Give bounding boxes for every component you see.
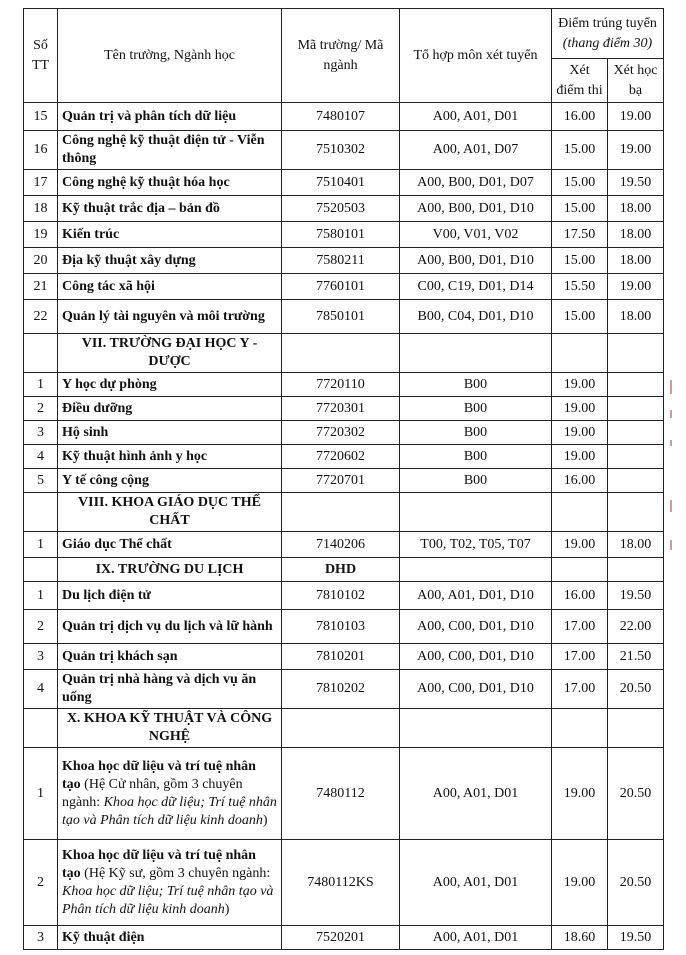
row-code: 7810201 — [282, 644, 400, 670]
row-name: Quản trị nhà hàng và dịch vụ ăn uống — [58, 670, 282, 709]
row-stt: 1 — [24, 373, 58, 397]
row-stt: 3 — [24, 644, 58, 670]
section-row — [24, 334, 664, 373]
row-transcript-score — [608, 421, 664, 445]
row-combo: A00, C00, D01, D10 — [400, 670, 552, 709]
table-row — [24, 248, 664, 274]
table-row — [24, 582, 664, 610]
row-exam-score: 17.50 — [552, 222, 608, 248]
row-combo: B00 — [400, 421, 552, 445]
row-code: 7580211 — [282, 248, 400, 274]
row-exam-score: 15.00 — [552, 300, 608, 334]
section-code — [282, 334, 400, 373]
section-combo — [400, 334, 552, 373]
table-row — [24, 532, 664, 558]
row-combo: A00, B00, D01, D10 — [400, 248, 552, 274]
row-combo: A00, C00, D01, D10 — [400, 644, 552, 670]
row-exam-score: 15.00 — [552, 248, 608, 274]
row-transcript-score: 19.00 — [608, 274, 664, 300]
row-stt: 2 — [24, 610, 58, 644]
row-combo: C00, C19, D01, D14 — [400, 274, 552, 300]
section-transcript — [608, 558, 664, 582]
row-exam-score: 19.00 — [552, 421, 608, 445]
row-transcript-score: 20.50 — [608, 840, 664, 926]
row-name — [58, 840, 282, 926]
row-transcript-score: 19.00 — [608, 131, 664, 170]
table-row — [24, 397, 664, 421]
row-code: 7850101 — [282, 300, 400, 334]
table-row — [24, 196, 664, 222]
row-name: Du lịch điện tử — [58, 582, 282, 610]
row-stt: 15 — [24, 103, 58, 131]
table-row — [24, 469, 664, 493]
row-transcript-score: 21.50 — [608, 644, 664, 670]
row-name: Công tác xã hội — [58, 274, 282, 300]
row-transcript-score: 19.50 — [608, 926, 664, 950]
table-row — [24, 926, 664, 950]
section-row — [24, 558, 664, 582]
row-name-detail-a: (Hệ Kỹ sư, gồm 3 chuyên ngành: — [80, 865, 271, 881]
row-name: Hộ sinh — [58, 421, 282, 445]
table-row — [24, 840, 664, 926]
table-row — [24, 610, 664, 644]
section-combo — [400, 709, 552, 748]
row-combo: A00, C00, D01, D10 — [400, 610, 552, 644]
row-code: 7510302 — [282, 131, 400, 170]
row-transcript-score: 18.00 — [608, 300, 664, 334]
table-row — [24, 421, 664, 445]
table-row — [24, 670, 664, 709]
row-stt: 3 — [24, 926, 58, 950]
section-title: X. KHOA KỸ THUẬT VÀ CÔNG NGHỆ — [58, 709, 282, 748]
row-name: Kỹ thuật trắc địa – bản đồ — [58, 196, 282, 222]
row-stt: 1 — [24, 748, 58, 840]
row-name: Quản trị và phân tích dữ liệu — [58, 103, 282, 131]
row-exam-score: 17.00 — [552, 670, 608, 709]
row-name: Quản trị dịch vụ du lịch và lữ hành — [58, 610, 282, 644]
table-row — [24, 222, 664, 248]
table-row — [24, 274, 664, 300]
table-row — [24, 300, 664, 334]
row-stt: 4 — [24, 445, 58, 469]
row-exam-score: 16.00 — [552, 469, 608, 493]
row-code: 7810202 — [282, 670, 400, 709]
row-code: 7140206 — [282, 532, 400, 558]
row-combo: A00, A01, D01 — [400, 103, 552, 131]
row-exam-score: 15.50 — [552, 274, 608, 300]
row-combo: T00, T02, T05, T07 — [400, 532, 552, 558]
section-exam — [552, 558, 608, 582]
table-row — [24, 748, 664, 840]
row-code: 7720301 — [282, 397, 400, 421]
row-transcript-score: 22.00 — [608, 610, 664, 644]
row-exam-score: 16.00 — [552, 103, 608, 131]
row-transcript-score — [608, 445, 664, 469]
row-stt: 3 — [24, 421, 58, 445]
row-code: 7580101 — [282, 222, 400, 248]
row-exam-score: 17.00 — [552, 644, 608, 670]
table-row — [24, 103, 664, 131]
row-transcript-score — [608, 373, 664, 397]
row-code: 7480107 — [282, 103, 400, 131]
row-code: 7720302 — [282, 421, 400, 445]
header-transcript: Xét học bạ — [608, 59, 664, 103]
section-code — [282, 709, 400, 748]
row-stt: 19 — [24, 222, 58, 248]
row-name: Điều dưỡng — [58, 397, 282, 421]
header-score-group — [552, 9, 664, 59]
row-exam-score: 17.00 — [552, 610, 608, 644]
row-stt: 1 — [24, 532, 58, 558]
table-row — [24, 644, 664, 670]
row-transcript-score: 19.00 — [608, 103, 664, 131]
row-combo: A00, A01, D01 — [400, 840, 552, 926]
row-stt: 18 — [24, 196, 58, 222]
section-row — [24, 493, 664, 532]
row-name-detail-a: (Hệ Cử nhân, gồm 3 chuyên ngành: — [62, 776, 243, 810]
row-transcript-score — [608, 469, 664, 493]
row-combo: V00, V01, V02 — [400, 222, 552, 248]
header-score-scale: (thang điểm 30) — [562, 35, 653, 51]
header-score-title: Điểm trúng tuyển — [558, 15, 657, 31]
row-stt: 4 — [24, 670, 58, 709]
row-name: Công nghệ kỹ thuật hóa học — [58, 170, 282, 196]
table-row — [24, 170, 664, 196]
section-stt — [24, 493, 58, 532]
section-exam — [552, 709, 608, 748]
row-transcript-score: 18.00 — [608, 532, 664, 558]
row-stt: 2 — [24, 840, 58, 926]
row-stt: 5 — [24, 469, 58, 493]
row-combo: A00, B00, D01, D07 — [400, 170, 552, 196]
section-combo — [400, 493, 552, 532]
row-name: Kỹ thuật hình ảnh y học — [58, 445, 282, 469]
section-combo — [400, 558, 552, 582]
row-name: Quản trị khách sạn — [58, 644, 282, 670]
row-combo: B00 — [400, 469, 552, 493]
row-code: 7520503 — [282, 196, 400, 222]
row-combo: A00, B00, D01, D10 — [400, 196, 552, 222]
row-transcript-score: 19.50 — [608, 582, 664, 610]
row-exam-score: 19.00 — [552, 445, 608, 469]
row-combo: A00, A01, D01 — [400, 748, 552, 840]
row-combo: B00 — [400, 445, 552, 469]
row-name-title: Khoa học dữ liệu và trí tuệ nhân tạo — [62, 758, 256, 792]
section-transcript — [608, 709, 664, 748]
margin-marks — [670, 380, 682, 580]
section-transcript — [608, 334, 664, 373]
row-stt: 20 — [24, 248, 58, 274]
row-combo: B00 — [400, 373, 552, 397]
row-code: 7720110 — [282, 373, 400, 397]
row-exam-score: 15.00 — [552, 170, 608, 196]
row-name — [58, 748, 282, 840]
table-body — [24, 103, 664, 950]
section-stt — [24, 558, 58, 582]
row-exam-score: 16.00 — [552, 582, 608, 610]
row-code: 7810102 — [282, 582, 400, 610]
row-stt: 17 — [24, 170, 58, 196]
row-combo: B00 — [400, 397, 552, 421]
row-name: Y học dự phòng — [58, 373, 282, 397]
row-exam-score: 18.60 — [552, 926, 608, 950]
row-exam-score: 15.00 — [552, 196, 608, 222]
admission-score-table — [23, 8, 664, 950]
section-transcript — [608, 493, 664, 532]
row-name: Địa kỹ thuật xây dựng — [58, 248, 282, 274]
header-stt: Số TT — [24, 9, 58, 103]
section-exam — [552, 334, 608, 373]
section-title: IX. TRƯỜNG DU LỊCH — [58, 558, 282, 582]
row-name-detail-b: Khoa học dữ liệu; Trí tuệ nhân tạo và Phân tích dữ liệu kinh doanh — [62, 794, 277, 828]
row-stt: 16 — [24, 131, 58, 170]
row-combo: A00, A01, D01 — [400, 926, 552, 950]
row-name-detail-b: Khoa học dữ liệu; Trí tuệ nhân tạo và Phân tích dữ liệu kinh doanh — [62, 883, 274, 917]
row-name-detail-c: ) — [224, 901, 230, 917]
row-stt: 22 — [24, 300, 58, 334]
row-code: 7480112 — [282, 748, 400, 840]
row-name-detail-c: ) — [262, 812, 268, 828]
row-transcript-score: 18.00 — [608, 196, 664, 222]
row-code: 7510401 — [282, 170, 400, 196]
row-name: Quản lý tài nguyên và môi trường — [58, 300, 282, 334]
row-code: 7810103 — [282, 610, 400, 644]
section-code — [282, 493, 400, 532]
row-name: Kỹ thuật điện — [58, 926, 282, 950]
section-stt — [24, 709, 58, 748]
header-code: Mã trường/ Mã ngành — [282, 9, 400, 103]
section-exam — [552, 493, 608, 532]
header-combo: Tổ hợp môn xét tuyển — [400, 9, 552, 103]
row-code: 7480112KS — [282, 840, 400, 926]
row-code: 7720701 — [282, 469, 400, 493]
row-name: Y tế công cộng — [58, 469, 282, 493]
table-row — [24, 131, 664, 170]
row-exam-score: 19.00 — [552, 397, 608, 421]
row-transcript-score: 18.00 — [608, 248, 664, 274]
section-title: VIII. KHOA GIÁO DỤC THỂ CHẤT — [58, 493, 282, 532]
table-row — [24, 373, 664, 397]
row-exam-score: 19.00 — [552, 748, 608, 840]
row-combo: A00, A01, D07 — [400, 131, 552, 170]
table-row — [24, 445, 664, 469]
row-transcript-score — [608, 397, 664, 421]
row-exam-score: 15.00 — [552, 131, 608, 170]
row-exam-score: 19.00 — [552, 373, 608, 397]
section-row — [24, 709, 664, 748]
section-stt — [24, 334, 58, 373]
row-transcript-score: 20.50 — [608, 670, 664, 709]
row-code: 7760101 — [282, 274, 400, 300]
row-combo: A00, A01, D01, D10 — [400, 582, 552, 610]
row-exam-score: 19.00 — [552, 532, 608, 558]
row-stt: 2 — [24, 397, 58, 421]
row-code: 7520201 — [282, 926, 400, 950]
row-combo: B00, C04, D01, D10 — [400, 300, 552, 334]
row-name: Công nghệ kỹ thuật điện tử - Viễn thông — [58, 131, 282, 170]
row-code: 7720602 — [282, 445, 400, 469]
section-title: VII. TRƯỜNG ĐẠI HỌC Y - DƯỢC — [58, 334, 282, 373]
row-name: Giáo dục Thể chất — [58, 532, 282, 558]
header-exam: Xét điểm thi — [552, 59, 608, 103]
row-transcript-score: 20.50 — [608, 748, 664, 840]
row-stt: 1 — [24, 582, 58, 610]
row-transcript-score: 19.50 — [608, 170, 664, 196]
row-name: Kiến trúc — [58, 222, 282, 248]
row-transcript-score: 18.00 — [608, 222, 664, 248]
row-stt: 21 — [24, 274, 58, 300]
section-code: DHD — [282, 558, 400, 582]
header-name: Tên trường, Ngành học — [58, 9, 282, 103]
row-exam-score: 19.00 — [552, 840, 608, 926]
row-name-title: Khoa học dữ liệu và trí tuệ nhân tạo — [62, 847, 256, 881]
